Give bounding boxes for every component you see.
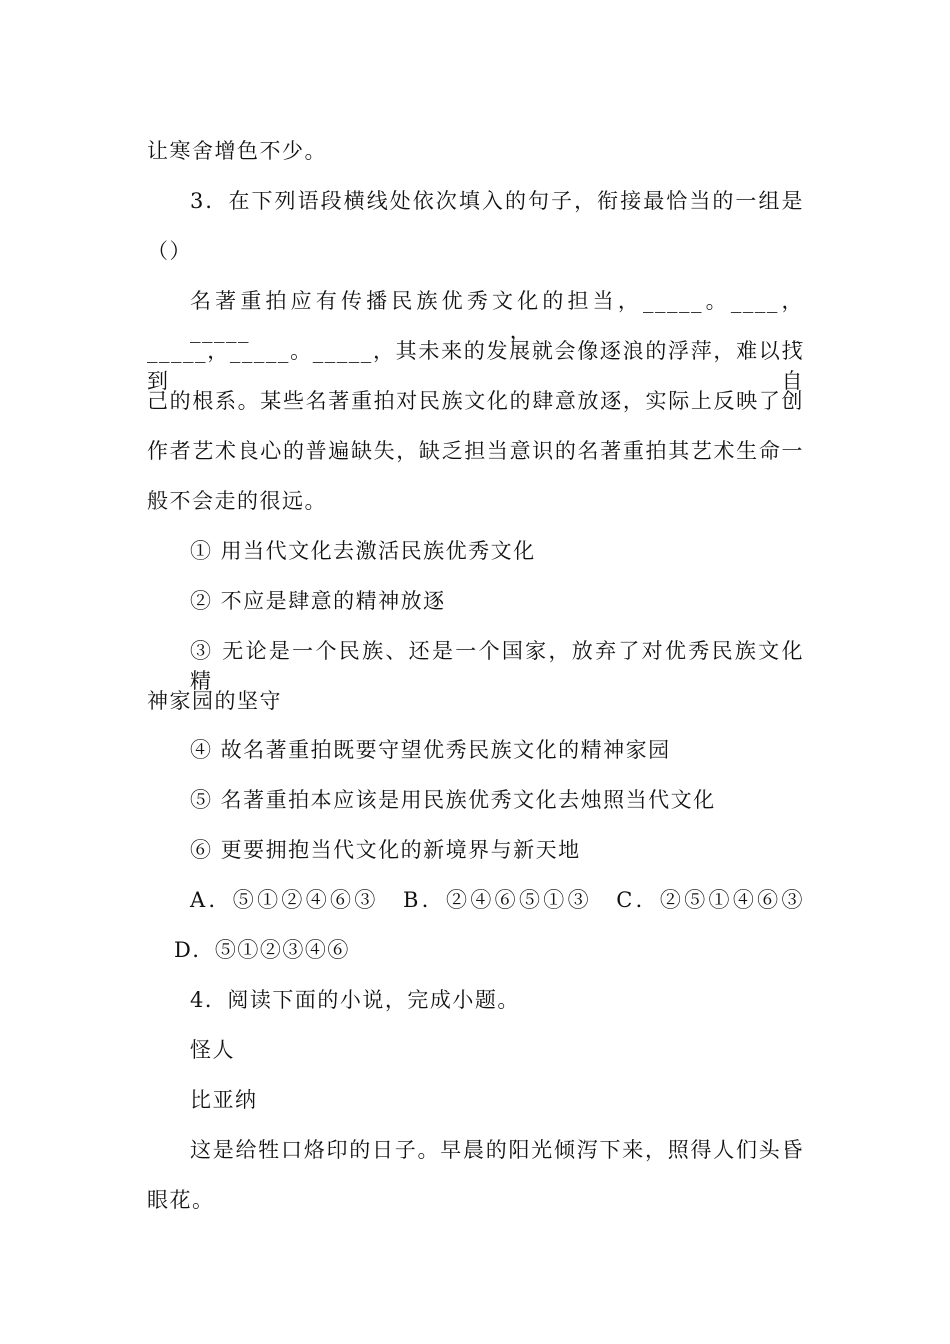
- answer-bracket: （）: [147, 239, 192, 263]
- story-title: 怪人: [190, 1038, 235, 1062]
- option-sentence-5: ⑤ 名著重拍本应该是用民族优秀文化去烛照当代文化: [190, 788, 716, 812]
- story-paragraph: 这是给牲口烙印的日子。早晨的阳光倾泻下来，照得人们头昏: [190, 1138, 804, 1162]
- passage-line: 名著重拍应有传播民族优秀文化的担当，_____。____，_____，_: [190, 289, 804, 343]
- option-sentence-3: ③ 无论是一个民族、还是一个国家，放弃了对优秀民族文化精: [190, 639, 804, 693]
- text-line: 让寒舍增色不少。: [147, 139, 327, 163]
- passage-line: 作者艺术良心的普遍缺失，缺乏担当意识的名著重拍其艺术生命一: [147, 439, 804, 463]
- answer-choice-d: D．⑤①②③④⑥: [174, 938, 350, 962]
- passage-line: 般不会走的很远。: [147, 489, 327, 513]
- story-paragraph-cont: 眼花。: [147, 1188, 215, 1212]
- passage-line: _____，_____。_____，其未来的发展就会像逐浪的浮萍，难以找到自: [147, 339, 804, 393]
- question-3-stem: 3．在下列语段横线处依次填入的句子，衔接最恰当的一组是: [190, 189, 804, 213]
- question-4-stem: 4．阅读下面的小说，完成小题。: [190, 988, 520, 1012]
- passage-line: 己的根系。某些名著重拍对民族文化的肆意放逐，实际上反映了创: [147, 389, 804, 413]
- story-author: 比亚纳: [190, 1088, 258, 1112]
- option-sentence-2: ② 不应是肆意的精神放逐: [190, 589, 446, 613]
- option-sentence-3-cont: 神家园的坚守: [147, 689, 282, 713]
- option-sentence-1: ① 用当代文化去激活民族优秀文化: [190, 539, 536, 563]
- option-sentence-6: ⑥ 更要拥抱当代文化的新境界与新天地: [190, 838, 581, 862]
- answer-choices-abc: A．⑤①②④⑥③ B．②④⑥⑤①③ C．②⑤①④⑥③: [190, 888, 804, 912]
- option-sentence-4: ④ 故名著重拍既要守望优秀民族文化的精神家园: [190, 738, 671, 762]
